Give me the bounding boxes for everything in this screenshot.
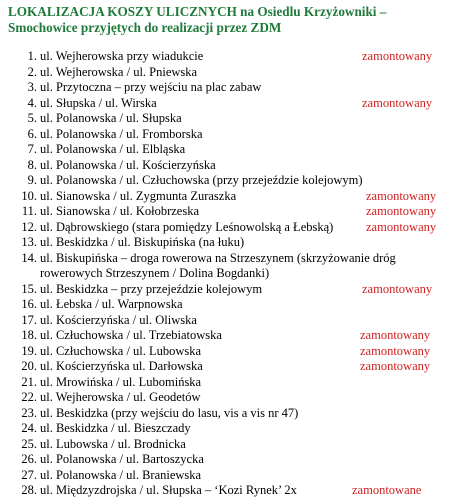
item-location: ul. Polanowska / ul. Kościerzyńska <box>40 157 216 172</box>
item-location: ul. Sianowska / ul. Zygmunta Zuraszka <box>40 188 237 203</box>
item-location: ul. Sianowska / ul. Kołobrzeska <box>40 204 200 218</box>
item-location: ul. Wejherowska przy wiadukcie <box>40 49 204 63</box>
item-number: 10. <box>21 188 37 203</box>
item-location-continued: rowerowych Strzeszynem / Dolina Bogdanki) <box>40 266 270 280</box>
list-item <box>0 251 451 282</box>
list-item <box>0 65 451 81</box>
item-number: 28. <box>21 483 37 497</box>
item-location: ul. Dąbrowskiego (stara pomiędzy Leśnowolską a Łebską) <box>40 219 334 234</box>
list-item <box>0 375 451 391</box>
list-item <box>0 111 451 127</box>
item-location: ul. Wejherowska / ul. Geodetów <box>40 390 201 404</box>
list-item <box>0 235 451 251</box>
list-item <box>0 282 451 298</box>
item-location: ul. Polanowska / ul. Bartoszycka <box>40 452 204 466</box>
item-number: 7. <box>27 142 37 156</box>
item-number: 24. <box>21 421 37 435</box>
item-number: 21. <box>21 374 37 389</box>
list-item <box>0 406 451 422</box>
item-number: 8. <box>27 157 37 172</box>
item-number: 13. <box>21 235 37 249</box>
item-number: 27. <box>21 467 37 482</box>
item-number: 16. <box>21 297 37 311</box>
item-location: ul. Polanowska / ul. Braniewska <box>40 467 202 482</box>
item-location: ul. Polanowska / ul. Fromborska <box>40 126 203 141</box>
item-location: ul. Wejherowska / ul. Pniewska <box>40 64 198 79</box>
item-location: ul. Beskidzka (przy wejściu do lasu, vis a vis nr 47) <box>40 405 299 420</box>
list-item <box>0 359 451 375</box>
item-number: 2. <box>27 64 37 79</box>
item-number: 4. <box>27 95 37 110</box>
list-item <box>0 142 451 158</box>
item-number: 17. <box>21 312 37 327</box>
item-location: ul. Człuchowska / ul. Trzebiatowska <box>40 328 222 342</box>
item-location: ul. Beskidzka – przy przejeździe kolejowym <box>40 281 263 296</box>
item-number: 26. <box>21 452 37 466</box>
list-item <box>0 468 451 484</box>
item-number: 14. <box>21 250 37 265</box>
installation-status: zamontowany <box>366 188 437 203</box>
document-title: LOKALIZACJA KOSZY ULICZNYCH na Osiedlu Krzyżowniki – Smochowice przyjętych do realizacji przez ZDM <box>8 4 387 35</box>
item-number: 23. <box>21 405 37 420</box>
item-number: 5. <box>27 111 37 125</box>
item-number: 22. <box>21 390 37 404</box>
item-number: 19. <box>21 343 37 358</box>
list-item <box>0 421 451 437</box>
list-item <box>0 328 451 344</box>
list-item <box>0 344 451 360</box>
item-location: ul. Kościerzyńska ul. Darłowska <box>40 359 203 373</box>
item-location: ul. Polanowska / ul. Człuchowska (przy przejeździe kolejowym) <box>40 173 363 187</box>
item-location: ul. Beskidzka / ul. Biskupińska (na łuku) <box>40 235 245 249</box>
bin-location-list <box>0 49 451 499</box>
list-item <box>0 158 451 174</box>
list-item <box>0 452 451 468</box>
item-number: 12. <box>21 219 37 234</box>
installation-status: zamontowany <box>362 95 433 110</box>
installation-status: zamontowane <box>352 483 422 497</box>
list-item <box>0 49 451 65</box>
item-location: ul. Polanowska / ul. Słupska <box>40 111 182 125</box>
item-number: 25. <box>21 436 37 451</box>
item-location: ul. Słupska / ul. Wirska <box>40 95 157 110</box>
item-location: ul. Kościerzyńska / ul. Oliwska <box>40 312 197 327</box>
item-location: ul. Człuchowska / ul. Lubowska <box>40 343 202 358</box>
list-item <box>0 204 451 220</box>
installation-status: zamontowany <box>360 343 431 358</box>
item-number: 11. <box>21 204 37 218</box>
list-item <box>0 189 451 205</box>
list-item <box>0 80 451 96</box>
item-number: 3. <box>27 80 37 94</box>
installation-status: zamontowany <box>366 219 437 234</box>
list-item <box>0 437 451 453</box>
installation-status: zamontowany <box>362 49 433 63</box>
list-item <box>0 297 451 313</box>
item-number: 15. <box>21 281 37 296</box>
item-location: ul. Łebska / ul. Warpnowska <box>40 297 183 311</box>
installation-status: zamontowany <box>362 281 433 296</box>
item-location: ul. Beskidzka / ul. Bieszczady <box>40 421 191 435</box>
item-location: ul. Mrowińska / ul. Lubomińska <box>40 374 202 389</box>
installation-status: zamontowany <box>360 328 431 342</box>
item-location: ul. Międzyzdrojska / ul. Słupska – ‘Kozi Rynek’ 2x <box>40 483 297 497</box>
item-number: 9. <box>27 173 37 187</box>
list-item <box>0 220 451 236</box>
list-item <box>0 483 451 499</box>
item-location: ul. Polanowska / ul. Elbląska <box>40 142 186 156</box>
installation-status: zamontowany <box>366 204 437 218</box>
installation-status: zamontowany <box>360 359 431 373</box>
list-item <box>0 390 451 406</box>
list-item <box>0 313 451 329</box>
item-number: 6. <box>27 126 37 141</box>
item-location: ul. Przytoczna – przy wejściu na plac zabaw <box>40 80 262 94</box>
list-item <box>0 127 451 143</box>
item-number: 18. <box>21 328 37 342</box>
item-number: 20. <box>21 359 37 373</box>
item-location: ul. Biskupińska – droga rowerowa na Strzeszynem (skrzyżowanie dróg <box>40 250 396 265</box>
list-item <box>0 173 451 189</box>
list-item <box>0 96 451 112</box>
item-location: ul. Lubowska / ul. Brodnicka <box>40 436 186 451</box>
item-number: 1. <box>27 49 37 63</box>
